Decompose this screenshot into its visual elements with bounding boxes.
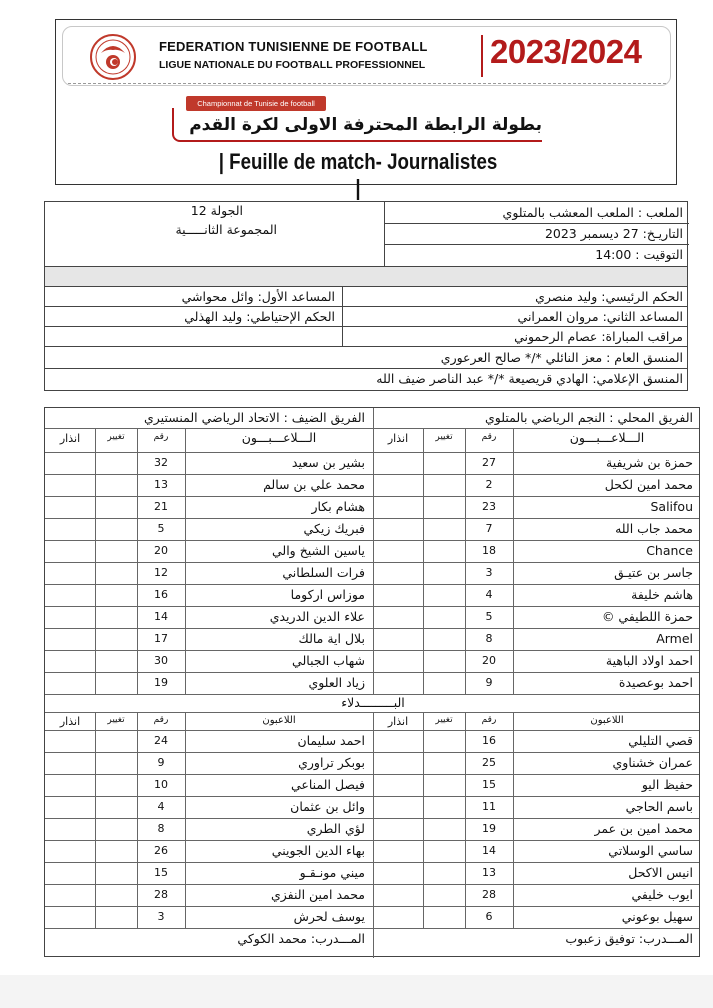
home-sub-name: ساسي الوسلاتي [608,843,693,858]
away-starter-name: علاء الدين الدريدي [269,609,365,624]
home-sub-number: 15 [482,778,496,791]
second-assistant: المساعد الثاني: مروان العمراني [517,309,683,324]
reserve-referee: الحكم الإحتياطي: وليد الهذلي [184,309,335,324]
grid-line [45,562,699,563]
away-starter-name: محمد علي بن سالم [263,477,365,492]
grid-line [45,474,699,475]
first-assistant: المساعد الأول: وائل محواشي [181,289,335,304]
grid-line [45,774,699,775]
main-referee: الحكم الرئيسي: وليد منصري [535,289,683,304]
grid-line [513,428,514,694]
home-starter-name: هاشم خليفة [631,587,693,602]
away-starter-number: 5 [157,522,165,535]
home-sub-name: ايوب خليفي [631,887,693,902]
away-sub-number: 8 [157,822,165,835]
page-footer-strip [0,975,713,1008]
match-time: التوقيت : 14:00 [595,247,683,262]
away-number-header: رقم [153,432,169,442]
separator-row [45,266,687,286]
home-starter-name: جاسر بن عتيـق [614,565,693,580]
grid-line [45,862,699,863]
away-starter-number: 32 [154,456,168,469]
match-observer: مراقب المباراة: عصام الرحموني [514,329,683,344]
home-starter-number: 4 [485,588,493,601]
away-sub-number: 26 [154,844,168,857]
media-coordinator: المنسق الإعلامي: الهادي قريصيعة */* عبد الناصر ضيف الله [376,371,683,386]
grid-line [45,796,699,797]
round: الجولة 12 [190,203,243,218]
home-sub-name: انيس الاكحل [628,865,693,880]
home-starter-number: 20 [482,654,496,667]
grid-line [45,818,699,819]
home-change-header: تغيير [435,432,453,442]
header-divider [481,35,483,77]
match-info-block [44,201,688,391]
home-sub-number: 16 [482,734,496,747]
general-coordinator: المنسق العام : معز النائلي */* صالح العرعوري [440,350,683,365]
away-warning-header: انذار [59,432,81,445]
home-sub-name: باسم الحاجي [625,799,693,814]
squad-table [44,407,700,957]
dashed-divider [68,83,666,84]
championship-tag: Championnat de Tunisie de football [186,96,326,111]
away-starter-number: 21 [154,500,168,513]
home-starter-number: 2 [485,478,493,491]
grid-line [45,584,699,585]
home-starter-number: 9 [485,676,493,689]
info-row-line [45,346,687,347]
away-starter-name: بشير بن سعيد [291,455,365,470]
grid-line [137,428,138,694]
grid-line [95,712,96,928]
home-starter-number: 18 [482,544,496,557]
away-starter-number: 12 [154,566,168,579]
away-starter-name: هشام بكار [311,499,365,514]
grid-line [185,712,186,928]
info-row-line [45,286,687,287]
ligue-arabic-title: بطولة الرابطة المحترفة الاولى لكرة القدم [172,108,542,142]
home-subs-warning-header: انذار [387,715,409,728]
home-starter-name: حمزة بن شريفية [606,455,693,470]
away-starter-number: 13 [154,478,168,491]
home-starter-number: 8 [485,632,493,645]
away-starter-number: 14 [154,610,168,623]
away-starter-name: فرات السلطاني [282,565,365,580]
info-row-line [45,306,687,307]
away-starter-name: زياد العلوي [308,675,365,690]
home-sub-name: حفيظ اليو [641,777,693,792]
home-starter-number: 23 [482,500,496,513]
away-sub-name: وائل بن عثمان [290,799,365,814]
away-coach: المـــدرب: محمد الكوكي [237,931,365,946]
away-change-header: تغيير [107,432,125,442]
home-sub-number: 6 [485,910,493,923]
grid-line [45,496,699,497]
home-sub-number: 11 [482,800,496,813]
home-warning-header: انذار [387,432,409,445]
home-team-title: الفريق المحلي : النجم الرياضي بالمتلوي [484,410,693,425]
home-sub-number: 19 [482,822,496,835]
home-number-header: رقم [481,432,497,442]
center-divider [373,408,374,694]
grid-line [45,606,699,607]
home-starter-number: 5 [485,610,493,623]
info-row-line [45,368,687,369]
away-starter-number: 30 [154,654,168,667]
info-row-line [45,326,687,327]
home-starter-name: محمد امين لكحل [604,477,693,492]
grid-line [45,712,699,713]
away-sub-name: محمد امين النفزي [270,887,365,902]
home-sub-name: عمران خشناوي [612,755,693,770]
away-sub-number: 28 [154,888,168,901]
away-sub-number: 10 [154,778,168,791]
ligue-title: LIGUE NATIONALE DU FOOTBALL PROFESSIONNEL [159,59,426,71]
home-starter-name: Salifou [650,499,693,514]
away-starter-number: 20 [154,544,168,557]
grid-line [45,628,699,629]
info-divider [384,202,385,266]
grid-line [45,540,699,541]
grid-line [45,752,699,753]
info-row-line [45,266,687,267]
home-sub-name: سهيل بوعوني [621,909,693,924]
federation-banner [62,26,671,86]
home-sub-number: 25 [482,756,496,769]
away-subs-change-header: تغيير [107,715,125,725]
home-sub-number: 28 [482,888,496,901]
home-starter-name: احمد اولاد الباهية [605,653,693,668]
away-team-title: الفريق الضيف : الاتحاد الرياضي المنستيري [144,410,365,425]
info-row-line [384,244,689,245]
away-starter-name: فبريك زيكي [303,521,365,536]
grid-line [45,884,699,885]
away-starter-name: بلال اية مالك [298,631,365,646]
grid-line [513,712,514,928]
home-sub-number: 13 [482,866,496,879]
grid-line [465,712,466,928]
grid-line [45,730,699,731]
away-sub-number: 4 [157,800,165,813]
group: المجموعة الثانـــــية [175,222,277,237]
grid-line [423,428,424,694]
grid-line [45,906,699,907]
sheet-header [55,19,677,200]
substitutes-label: البـــــــــدلاء [341,695,405,710]
home-sub-name: قصي التليلي [628,733,693,748]
away-starter-number: 17 [154,632,168,645]
grid-line [45,518,699,519]
away-sub-name: بوبكر تراوري [298,755,365,770]
away-sub-number: 3 [157,910,165,923]
home-sub-name: محمد امين بن عمر [594,821,693,836]
home-players-header: الـــلاعـــبـــون [569,430,645,445]
grid-line [137,712,138,928]
away-starter-number: 16 [154,588,168,601]
grid-line [95,428,96,694]
away-sub-number: 15 [154,866,168,879]
grid-line [45,928,699,929]
away-sub-name: لؤي الطري [306,821,365,836]
home-starter-name: Chance [646,543,693,558]
away-sub-name: احمد سليمان [297,733,365,748]
center-divider [373,712,374,958]
away-subs-players-header: اللاعبون [262,715,296,726]
home-starter-name: حمزة اللطيفي © [601,609,693,624]
home-sub-number: 14 [482,844,496,857]
home-starter-number: 27 [482,456,496,469]
home-subs-change-header: تغيير [435,715,453,725]
away-sub-number: 9 [157,756,165,769]
away-sub-name: ميني مونـقـو [299,865,365,880]
home-starter-name: محمد جاب الله [615,521,693,536]
away-sub-name: يوسف لحرش [293,909,365,924]
grid-line [465,428,466,694]
grid-line [45,840,699,841]
away-starter-name: موزاس اركوما [290,587,365,602]
away-sub-name: فيصل المناعي [291,777,365,792]
federation-title: FEDERATION TUNISIENNE DE FOOTBALL [159,39,428,54]
grid-line [45,452,699,453]
home-starter-number: 3 [485,566,493,579]
grid-line [45,650,699,651]
grid-line [185,428,186,694]
stadium: الملعب : الملعب المعشب بالمتلوي [502,205,683,220]
away-players-header: الـــلاعـــبـــون [241,430,317,445]
home-starter-name: Armel [656,631,693,646]
home-subs-number-header: رقم [481,715,497,725]
ftf-logo-icon [89,33,137,81]
sheet-title: | Feuille de match- Journalistes | [218,149,498,200]
away-subs-warning-header: انذار [59,715,81,728]
away-starter-number: 19 [154,676,168,689]
home-coach: المـــدرب: توفيق زعبوب [565,931,693,946]
home-subs-players-header: اللاعبون [590,715,624,726]
away-sub-name: بهاء الدين الجويني [271,843,365,858]
info-divider [342,286,343,346]
away-starter-name: شهاب الجبالي [292,653,365,668]
away-sub-number: 24 [154,734,168,747]
away-starter-name: ياسين الشيخ والي [271,543,365,558]
grid-line [45,672,699,673]
home-starter-name: احمد بوعصيدة [618,675,693,690]
match-date: التاريـخ: 27 ديسمبر 2023 [544,226,683,241]
home-starter-number: 7 [485,522,493,535]
season-label: 2023/2024 [490,33,642,70]
info-row-line [384,223,689,224]
away-subs-number-header: رقم [153,715,169,725]
grid-line [423,712,424,928]
grid-line [45,428,699,429]
